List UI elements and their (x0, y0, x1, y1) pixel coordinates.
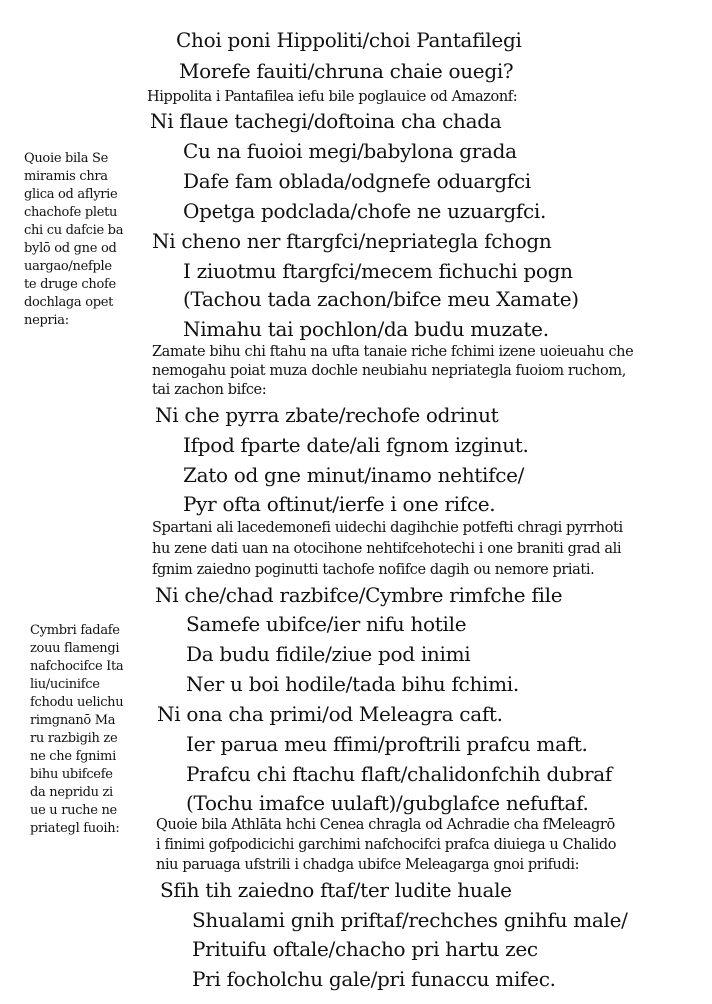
verse-line: Sfih tih zaiedno ftaf/ter ludite huale (160, 878, 512, 902)
prose-line: i finimi gofpodicichi garchimi nafchocifci prafca diuiega u Chalido (156, 837, 617, 853)
margin-note-line: fchodu uelichu (30, 695, 124, 710)
prose-line: tai zachon bifce: (152, 382, 267, 398)
verse-line: Cu na fuoioi megi/babylona grada (183, 139, 517, 163)
verse-line: Opetga podclada/chofe ne uzuargfci. (183, 199, 547, 223)
margin-note-line: rimgnanō Ma (30, 713, 116, 728)
verse-line: Pyr ofta oftinut/ierfe i one rifce. (183, 492, 496, 516)
verse-line: Nimahu tai pochlon/da budu muzate. (183, 317, 549, 341)
verse-line: Ni che pyrra zbate/rechofe odrinut (155, 403, 499, 427)
verse-line: Ner u boi hodile/tada bihu fchimi. (186, 672, 519, 696)
margin-note-line: liu/ucinifce (30, 677, 100, 692)
verse-line: Prituifu oftale/chacho pri hartu zec (192, 937, 538, 961)
margin-note-line: ue u ruche ne (30, 803, 117, 818)
verse-line: Dafe fam oblada/odgnefe oduargfci (183, 169, 531, 193)
margin-note-line: nepria: (24, 313, 69, 328)
margin-note-line: uargao/nefple (24, 259, 112, 274)
prose-line: Spartani ali lacedemonefi uidechi dagihchie potfefti chragi pyrrhoti (152, 520, 623, 536)
verse-line: Ni flaue tachegi/doftoina cha chada (150, 109, 502, 133)
margin-note-line: nafchocifce Ita (30, 659, 124, 674)
verse-line: Ifpod fparte date/ali fgnom izginut. (183, 433, 529, 457)
margin-note-line: glica od aflyrie (24, 187, 118, 202)
margin-note-line: miramis chra (24, 169, 108, 184)
verse-line: Ni che/chad razbifce/Cymbre rimfche file (155, 583, 563, 607)
verse-line: Samefe ubifce/ier nifu hotile (186, 612, 467, 636)
margin-note-line: zouu flamengi (30, 641, 120, 656)
margin-note-line: da nepridu zi (30, 785, 113, 800)
prose-line: Quoie bila Athlāta hchi Cenea chragla od Achradie cha fMeleagrō (156, 817, 615, 833)
verse-line: Da budu fidile/ziue pod inimi (186, 642, 471, 666)
verse-line: I ziuotmu ftargfci/mecem fichuchi pogn (183, 259, 573, 283)
verse-line: Prafcu chi ftachu flaft/chalidonfchih dubraf (186, 762, 613, 786)
margin-note-line: ru razbigih ze (30, 731, 118, 746)
prose-line: nemogahu poiat muza dochle neubiahu nepriategla fuoiom ruchom, (152, 363, 626, 379)
margin-note-line: chi cu dafcie ba (24, 223, 124, 238)
margin-note-line: chachofe pletu (24, 205, 118, 220)
verse-line: (Tochu imafce uulaft)/gubglafce nefuftaf. (186, 791, 589, 815)
margin-note-line: dochlaga opet (24, 295, 114, 310)
margin-note-line: Quoie bila Se (24, 151, 109, 166)
margin-note-line: bylō od gne od (24, 241, 117, 256)
verse-line: Pri focholchu gale/pri funaccu mifec. (192, 967, 556, 991)
prose-line: Zamate bihu chi ftahu na ufta tanaie riche fchimi izene uoieuahu che (152, 344, 634, 360)
margin-note-line: priategl fuoih: (30, 821, 120, 836)
prose-line: hu zene dati uan na otocihone nehtifcehotechi i one braniti grad ali (152, 541, 622, 557)
margin-note-line: te druge chofe (24, 277, 116, 292)
verse-line: Ni ona cha primi/od Meleagra caft. (157, 702, 503, 726)
verse-line: (Tachou tada zachon/bifce meu Xamate) (183, 287, 579, 311)
margin-note-line: bihu ubifcefe (30, 767, 113, 782)
prose-line: niu paruaga ufstrili i chadga ubifce Meleagarga gnoi prifudi: (156, 857, 580, 873)
margin-note-line: ne che fgnimi (30, 749, 116, 764)
verse-line: Ni cheno ner ftargfci/nepriategla fchogn (152, 229, 552, 253)
verse-line: Morefe fauiti/chruna chaie ouegi? (179, 59, 514, 83)
margin-note-line: Cymbri fadafe (30, 623, 120, 638)
prose-line: Hippolita i Pantafilea iefu bile poglauice od Amazonf: (147, 89, 518, 105)
verse-line: Choi poni Hippoliti/choi Pantafilegi (176, 28, 522, 52)
prose-line: fgnim zaiedno poginutti tachofe nofifce dagih ou nemore priati. (152, 562, 595, 578)
verse-line: Shualami gnih priftaf/rechches gnihfu male/ (192, 908, 628, 932)
verse-line: Zato od gne minut/inamo nehtifce/ (183, 463, 525, 487)
verse-line: Ier parua meu ffimi/proftrili prafcu maft. (186, 732, 588, 756)
